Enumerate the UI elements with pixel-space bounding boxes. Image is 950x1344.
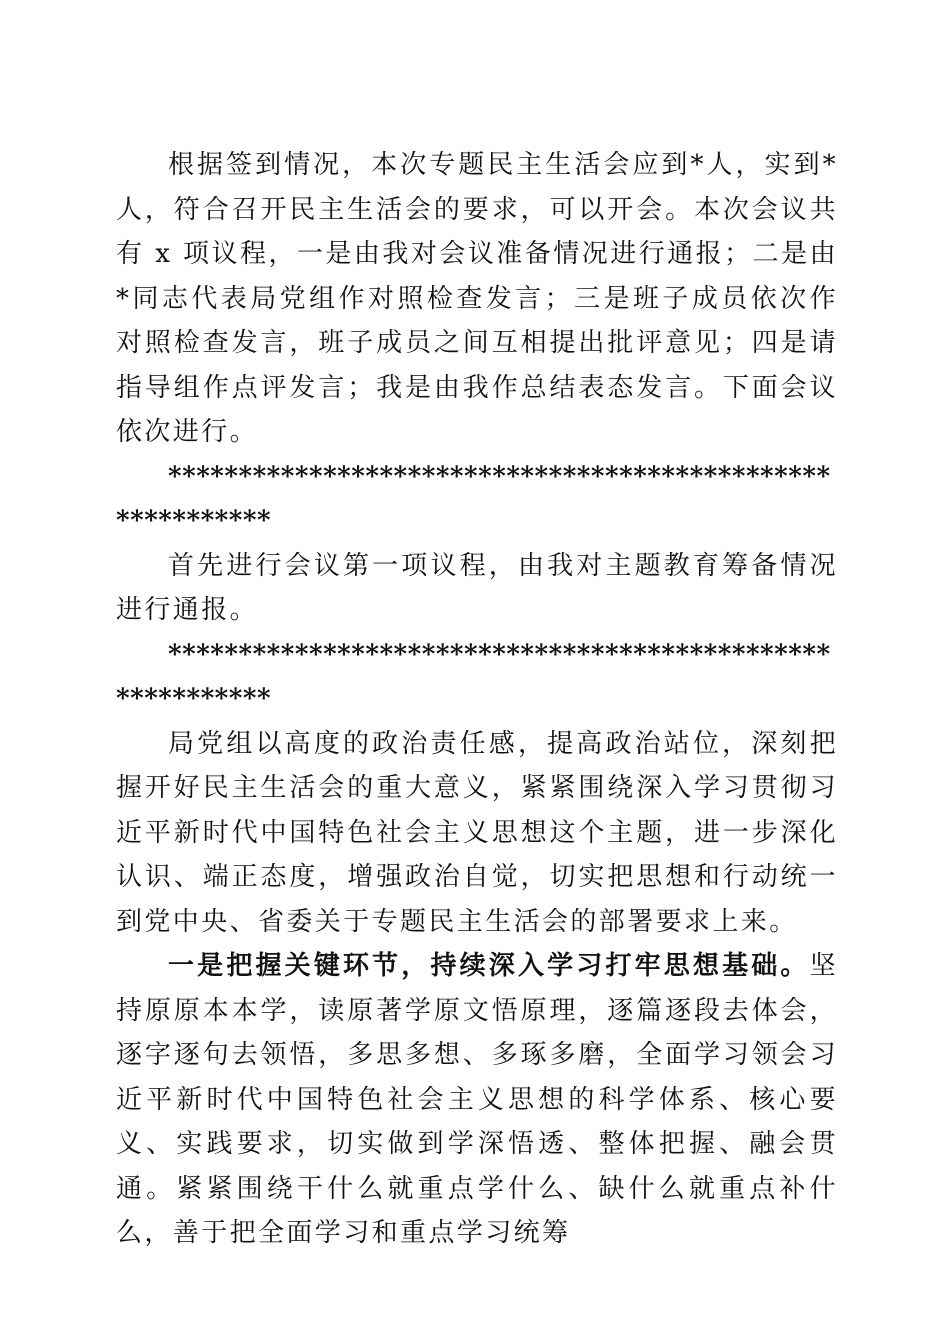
paragraph-party-group: 局党组以高度的政治责任感，提高政治站位，深刻把握开好民主生活会的重大意义，紧紧围绕深入学习贯彻习近平新时代中国特色社会主义思想这个主题，进一步深化认识、端正态度，增强政治自觉，切实把思想和行动统一到党中央、省委关于专题民主生活会的部署要求上来。 (116, 728, 838, 937)
paragraph-key-link (116, 944, 838, 1256)
paragraph-meeting-attendance: 根据签到情况，本次专题民主生活会应到*人，实到*人，符合召开民主生活会的要求，可以开会。本次会议共有 x 项议程，一是由我对会议准备情况进行通报；二是由*同志代表局党组作对照检查发言；三是班子成员依次作对照检查发言，班子成员之间互相提出批评意见；四是请指导组作点评发言；我是由我作总结表态发言。下面会议依次进行。 (116, 150, 838, 447)
separator-asterisks: ********************************************************** (116, 461, 831, 536)
separator-asterisks: ********************************************************** (116, 639, 831, 714)
document-page (116, 143, 838, 1256)
paragraph-body-text: 坚持原原本本学，读原著学原文悟原理，逐篇逐段去体会，逐字逐句去领悟，多思多想、多琢多磨，全面学习领会习近平新时代中国特色社会主义思想的科学体系、核心要义、实践要求，切实做到学深悟透、整体把握、融会贯通。紧紧围绕干什么就重点学什么、缺什么就重点补什么，善于把全面学习和重点学习统筹 (116, 951, 838, 1248)
paragraph-lead-heading: 一是把握关键环节，持续深入学习打牢思想基础。 (168, 951, 810, 981)
paragraph-first-agenda: 首先进行会议第一项议程，由我对主题教育筹备情况进行通报。 (116, 550, 838, 625)
